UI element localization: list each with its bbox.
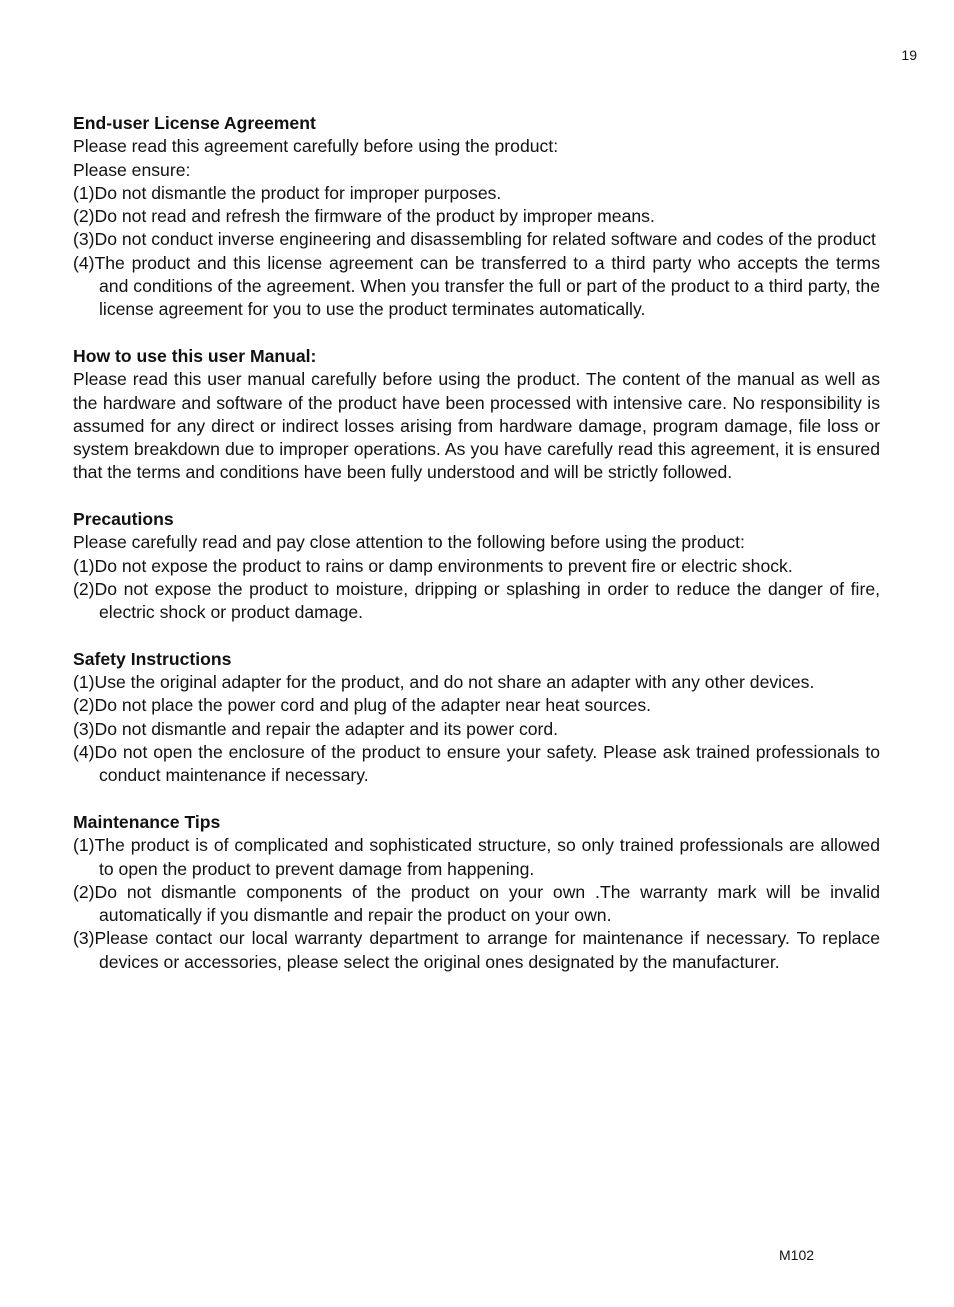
maintenance-heading: Maintenance Tips <box>73 811 221 832</box>
footer-model-code: M102 <box>779 1247 815 1263</box>
manual-heading: How to use this user Manual: <box>73 345 317 366</box>
precautions-item-1: (1)Do not expose the product to rains or damp environments to prevent fire or electric shock. <box>73 555 793 576</box>
safety-item-2: (2)Do not place the power cord and plug of the adapter near heat sources. <box>73 695 652 716</box>
safety-item-1: (1)Use the original adapter for the product, and do not share an adapter with any other devices. <box>73 672 815 693</box>
precautions-intro: Please carefully read and pay close attention to the following before using the product: <box>73 532 745 553</box>
safety-item-3: (3)Do not dismantle and repair the adapter and its power cord. <box>73 718 559 739</box>
document-body <box>73 112 880 997</box>
eula-heading: End-user License Agreement <box>73 113 316 133</box>
maintenance-item-2: (2)Do not dismantle components of the product on your own .The warranty mark will be invalid automatically if you dismantle and repair the product on your own. <box>73 881 880 926</box>
maintenance-item-1: (1)The product is of complicated and sophisticated structure, so only trained professionals are allowed to open the product to prevent damage from happening. <box>73 835 880 879</box>
page-number: 19 <box>901 47 917 63</box>
eula-intro: Please read this agreement carefully before using the product: <box>73 136 559 157</box>
precautions-section <box>73 508 880 624</box>
eula-section <box>73 112 880 322</box>
safety-heading: Safety Instructions <box>73 648 232 669</box>
precautions-item-2: (2)Do not expose the product to moisture, dripping or splashing in order to reduce the danger of fire, electric shock or product damage. <box>73 578 880 623</box>
manual-paragraph: Please read this user manual carefully before using the product. The content of the manual as well as the hardware and software of the product have been processed with intensive care. No responsibility is assumed for any direct or indirect losses arising from hardware damage, program damage, file loss or system breakdown due to improper operations. As you have carefully read this agreement, it is ensured that the terms and conditions have been fully understood and will be strictly followed. <box>73 369 880 483</box>
maintenance-section <box>73 811 880 974</box>
eula-item-2: (2)Do not read and refresh the firmware of the product by improper means. <box>73 206 655 227</box>
eula-item-4: (4)The product and this license agreement can be transferred to a third party who accepts the terms and conditions of the agreement. When you transfer the full or part of the product to a third party, the license agreement for you to use the product terminates automatically. <box>73 252 880 320</box>
manual-section <box>73 345 880 485</box>
precautions-heading: Precautions <box>73 509 174 530</box>
eula-item-3: (3)Do not conduct inverse engineering and disassembling for related software and codes of the product <box>73 229 876 250</box>
eula-ensure: Please ensure: <box>73 159 191 180</box>
safety-item-4: (4)Do not open the enclosure of the product to ensure your safety. Please ask trained professionals to conduct maintenance if necessary. <box>73 742 880 786</box>
eula-item-1: (1)Do not dismantle the product for improper purposes. <box>73 182 502 203</box>
safety-section <box>73 648 880 788</box>
maintenance-item-3: (3)Please contact our local warranty department to arrange for maintenance if necessary. To replace devices or accessories, please select the original ones designated by the manufacturer. <box>73 928 880 972</box>
